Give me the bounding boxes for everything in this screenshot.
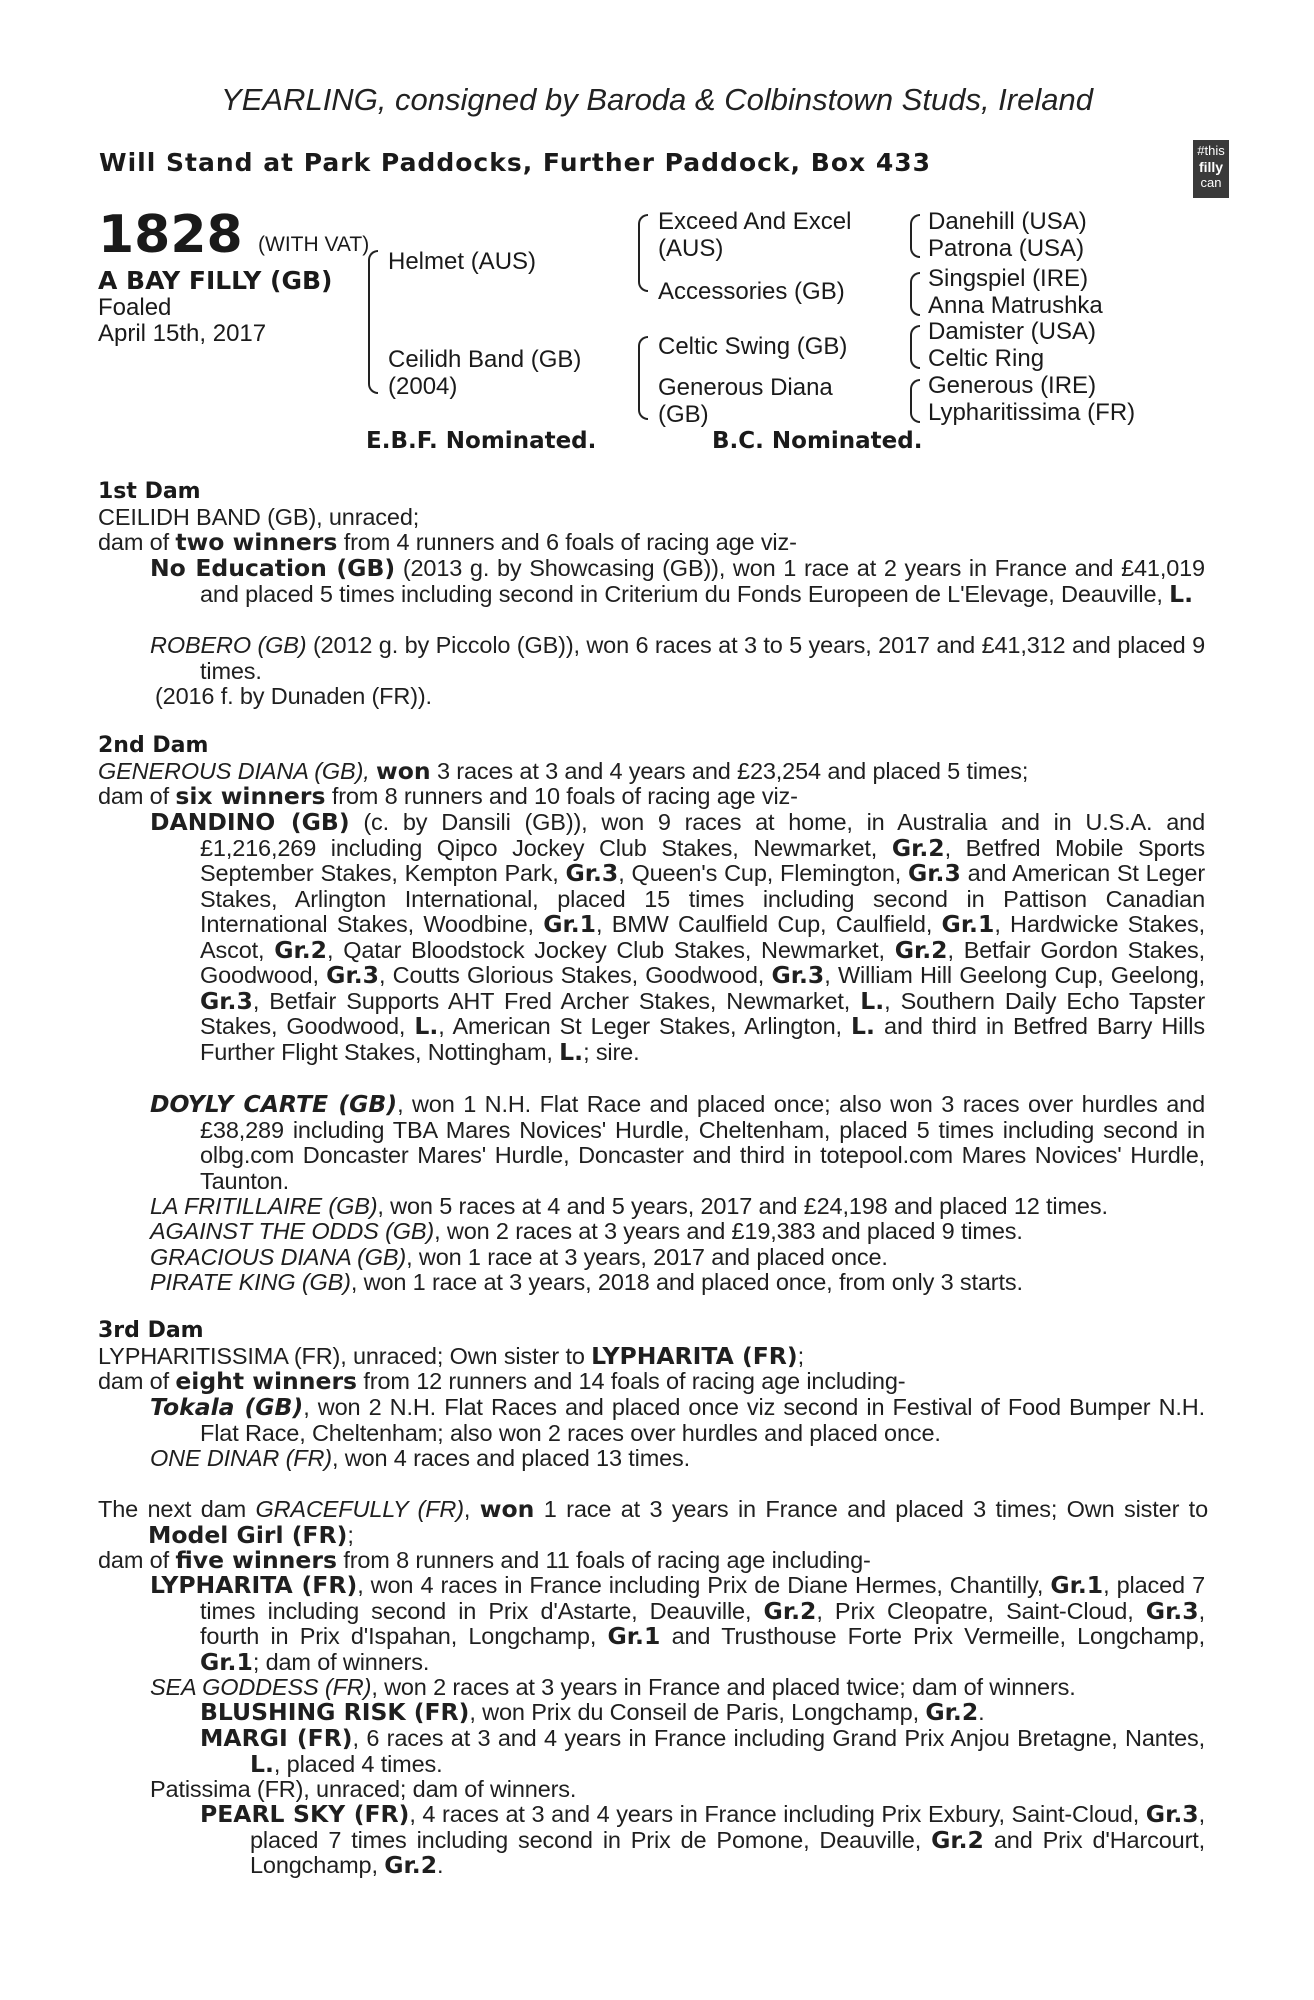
progeny-lypharita: LYPHARITA (FR), won 4 races in France including Prix de Diane Hermes, Chantilly, Gr.1, placed 7 times including second in Prix d'Astarte, Deauville, Gr.2, Prix Cleopatre, Saint-Cloud, Gr.3, fourth in Prix d'Ispahan, Longchamp, Gr.1 and Trusthouse Forte Prix Vermeille, Longchamp, Gr.1; dam of winners. (150, 1571, 1206, 1676)
brace-sire (638, 214, 648, 292)
second-dam-line2: dam of six winners from 8 runners and 10 foals of racing age viz- (98, 782, 798, 810)
winners-count: two winners (175, 528, 338, 556)
first-dam-heading: 1st Dam (98, 479, 201, 504)
logo-line-2: filly (1198, 159, 1224, 175)
dam-dam-2: (GB) (658, 401, 709, 428)
sds: Singspiel (IRE) (928, 265, 1089, 292)
this-filly-can-logo (1193, 140, 1229, 198)
ebf-nominated: E.B.F. Nominated. (366, 428, 597, 454)
brace-3a (910, 214, 920, 258)
bc-nominated: B.C. Nominated. (712, 428, 923, 454)
dss: Damister (USA) (928, 318, 1097, 345)
progeny-no-education: No Education (GB) (2013 g. by Showcasing (GB)), won 1 race at 2 years in France and £41,019 and placed 5 times including second in Criterium du Fonds Europeen de L'Elevage, Deauville, L. (150, 554, 1205, 608)
vat-note: (WITH VAT) (258, 233, 370, 256)
brace-3d (910, 379, 920, 423)
horse-description: A BAY FILLY (GB) (98, 266, 333, 295)
progeny-2016-filly: (2016 f. by Dunaden (FR)). (155, 683, 432, 709)
sdd: Anna Matrushka (928, 292, 1103, 319)
stabling-line: Will Stand at Park Paddocks, Further Paddock, Box 433 (99, 148, 932, 177)
next-dam-line1: The next dam GRACEFULLY (FR), won 1 race at 3 years in France and placed 3 times; Own sister to Model Girl (FR); (98, 1495, 1208, 1549)
progeny-la-fritillaire: LA FRITILLAIRE (GB), won 5 races at 4 and 5 years, 2017 and £24,198 and placed 12 times. (150, 1193, 1108, 1219)
logo-line-1: #this (1197, 143, 1225, 158)
lot-number: 1828 (98, 205, 243, 265)
progeny-sea-goddess: SEA GODDESS (FR), won 2 races at 3 years in France and placed twice; dam of winners. (150, 1674, 1076, 1700)
logo-line-3: can (1200, 175, 1222, 190)
dam-sire: Celtic Swing (GB) (658, 333, 848, 360)
first-dam-line2: dam of two winners from 4 runners and 6 foals of racing age viz- (98, 528, 797, 556)
progeny-against-the-odds: AGAINST THE ODDS (GB), won 2 races at 3 years and £19,383 and placed 9 times. (150, 1218, 1023, 1244)
progeny-doyly-carte: DOYLY CARTE (GB), won 1 N.H. Flat Race and placed once; also won 3 races over hurdles and £38,289 including TBA Mares Novices' Hurdle, Cheltenham, placed 5 times including second in olbg.com Doncaster Mares' Hurdle, Doncaster and third in totepool.com Mares Novices' Hurdle, Taunton. (150, 1090, 1205, 1194)
second-dam-heading: 2nd Dam (98, 733, 209, 758)
progeny-robero: ROBERO (GB) (2012 g. by Piccolo (GB)), won 6 races at 3 to 5 years, 2017 and £41,312 and placed 9 times. (150, 632, 1205, 684)
foal-date: April 15th, 2017 (98, 320, 267, 347)
progeny-margi: MARGI (FR), 6 races at 3 and 4 years in France including Grand Prix Anjou Bretagne, Nantes, L., placed 4 times. (200, 1724, 1205, 1778)
progeny-pirate-king: PIRATE KING (GB), won 1 race at 3 years, 2018 and placed once, from only 3 starts. (150, 1269, 1023, 1295)
brace-3c (910, 325, 920, 369)
progeny-one-dinar: ONE DINAR (FR), won 4 races and placed 13 times. (150, 1445, 691, 1471)
dam-dam-1: Generous Diana (658, 374, 833, 401)
third-dam-line1: LYPHARITISSIMA (FR), unraced; Own sister to LYPHARITA (FR); (98, 1342, 804, 1370)
sire: Helmet (AUS) (388, 248, 537, 275)
next-dam-line2: dam of five winners from 8 runners and 11 foals of racing age including- (98, 1546, 871, 1574)
second-dam-line1: GENEROUS DIANA (GB), won 3 races at 3 and 4 years and £23,254 and placed 5 times; (98, 757, 1029, 785)
brace-dam (638, 336, 648, 420)
dsd: Celtic Ring (928, 345, 1045, 372)
dds: Generous (IRE) (928, 372, 1097, 399)
ssd: Patrona (USA) (928, 235, 1085, 262)
third-dam-heading: 3rd Dam (98, 1318, 204, 1343)
progeny-tokala: Tokala (GB), won 2 N.H. Flat Races and placed once viz second in Festival of Food Bumper N.H. Flat Race, Cheltenham; also won 2 races over hurdles and placed once. (150, 1393, 1205, 1446)
brace-3b (910, 272, 920, 316)
progeny-patissima: Patissima (FR), unraced; dam of winners. (150, 1776, 577, 1802)
third-dam-line2: dam of eight winners from 12 runners and 14 foals of racing age including- (98, 1367, 906, 1395)
foaled-label: Foaled (98, 294, 172, 321)
brace-gen1 (368, 250, 378, 394)
dam-name: Ceilidh Band (GB) (388, 346, 582, 373)
dam-year: (2004) (388, 373, 458, 400)
sire-sire-1: Exceed And Excel (658, 208, 852, 235)
sire-sire-2: (AUS) (658, 235, 724, 262)
first-dam-line1: CEILIDH BAND (GB), unraced; (98, 504, 420, 530)
progeny-gracious-diana: GRACIOUS DIANA (GB), won 1 race at 3 years, 2017 and placed once. (150, 1244, 888, 1270)
progeny-blushing-risk: BLUSHING RISK (FR), won Prix du Conseil de Paris, Longchamp, Gr.2. (200, 1698, 985, 1726)
sss: Danehill (USA) (928, 208, 1087, 235)
ddd: Lypharitissima (FR) (928, 399, 1136, 426)
consignor-line: YEARLING, consigned by Baroda & Colbinstown Studs, Ireland (221, 82, 1093, 117)
progeny-pearl-sky: PEARL SKY (FR), 4 races at 3 and 4 years in France including Prix Exbury, Saint-Cloud, Gr.3, placed 7 times including second in Prix de Pomone, Deauville, Gr.2 and Prix d'Harcourt, Longchamp, Gr.2. (200, 1800, 1205, 1879)
sire-dam: Accessories (GB) (658, 278, 845, 305)
progeny-dandino: DANDINO (GB) (c. by Dansili (GB)), won 9 races at home, in Australia and in U.S.A. and £1,216,269 including Qipco Jockey Club Stakes, Newmarket, Gr.2, Betfred Mobile Sports September Stakes, Kempton Park, Gr.3, Queen's Cup, Flemington, Gr.3 and American St Leger Stakes, Arlington International, placed 15 times including second in Pattison Canadian International Stakes, Woodbine, Gr.1, BMW Caulfield Cup, Caulfield, Gr.1, Hardwicke Stakes, Ascot, Gr.2, Qatar Bloodstock Jockey Club Stakes, Newmarket, Gr.2, Betfair Gordon Stakes, Goodwood, Gr.3, Coutts Glorious Stakes, Goodwood, Gr.3, William Hill Geelong Cup, Geelong, Gr.3, Betfair Supports AHT Fred Archer Stakes, Newmarket, L., Southern Daily Echo Tapster Stakes, Goodwood, L., American St Leger Stakes, Arlington, L. and third in Betfred Barry Hills Further Flight Stakes, Nottingham, L.; sire. (150, 808, 1206, 1066)
